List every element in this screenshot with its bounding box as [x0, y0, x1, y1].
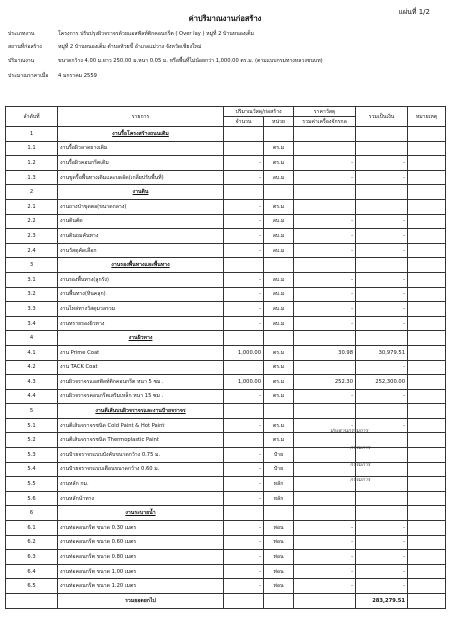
table-row	[6, 550, 446, 565]
section-row	[6, 506, 446, 521]
row-number: 5	[6, 404, 58, 419]
row-quantity: -	[224, 170, 264, 185]
row-total	[356, 404, 408, 419]
row-number: 6.2	[6, 535, 58, 550]
row-unit: ป้าย	[264, 448, 294, 463]
row-unit	[264, 404, 294, 419]
row-item: งาน TACK Coat	[58, 360, 224, 375]
row-price	[294, 258, 356, 273]
row-remark	[408, 170, 446, 185]
row-number: 2	[6, 185, 58, 200]
row-remark	[408, 462, 446, 477]
row-quantity	[224, 404, 264, 419]
table-row	[6, 564, 446, 579]
row-quantity: -	[224, 214, 264, 229]
header-quantity: จำนวน	[224, 117, 264, 127]
row-price	[294, 331, 356, 346]
header-price: รวมค่าเครื่องจักรกล	[294, 117, 356, 127]
row-price: -	[294, 535, 356, 550]
row-number: 6.3	[6, 550, 58, 565]
section-row	[6, 258, 446, 273]
table-row	[6, 389, 446, 404]
info-label: ปริมาณงาน	[8, 58, 35, 64]
row-item: งานดินถมคันทาง	[58, 229, 224, 244]
table-row	[6, 375, 446, 390]
row-number: 2.2	[6, 214, 58, 229]
row-unit: ตร.ม	[264, 141, 294, 156]
row-quantity	[224, 331, 264, 346]
row-unit: ลบ.ม	[264, 272, 294, 287]
row-total: -	[356, 214, 408, 229]
row-quantity: -	[224, 229, 264, 244]
row-number: 5.6	[6, 491, 58, 506]
table-row	[6, 156, 446, 171]
row-unit: ตร.ม	[264, 389, 294, 404]
row-remark	[408, 127, 446, 142]
row-quantity	[224, 127, 264, 142]
header-remark: หมายเหตุ	[408, 107, 446, 127]
row-quantity: -	[224, 243, 264, 258]
row-remark	[408, 316, 446, 331]
table-row	[6, 287, 446, 302]
table-row	[6, 141, 446, 156]
table-row	[6, 535, 446, 550]
section-row	[6, 185, 446, 200]
row-remark	[408, 535, 446, 550]
row-remark	[408, 360, 446, 375]
row-item: งานถางป่าขุดตอ(ขนาดกลาง)	[58, 199, 224, 214]
row-total: -	[356, 229, 408, 244]
row-number: 4.3	[6, 375, 58, 390]
row-unit: ท่อน	[264, 579, 294, 594]
row-quantity	[224, 185, 264, 200]
row-price: 252.30	[294, 375, 356, 390]
row-quantity	[224, 506, 264, 521]
info-line	[8, 30, 254, 38]
row-total: -	[356, 287, 408, 302]
info-label: สถานที่ก่อสร้าง	[8, 44, 42, 50]
row-unit: ลบ.ม	[264, 302, 294, 317]
row-remark	[408, 389, 446, 404]
row-remark	[408, 550, 446, 565]
table-row	[6, 521, 446, 536]
row-remark	[408, 579, 446, 594]
header-unit: หน่วย	[264, 117, 294, 127]
row-item: งานผิวจราจรแอสฟัลท์ติกคอนกรีต หนา 5 ซม .	[58, 375, 224, 390]
row-total: -	[356, 564, 408, 579]
row-unit: ลบ.ม	[264, 287, 294, 302]
row-total: -	[356, 170, 408, 185]
row-price	[294, 433, 356, 448]
table-row	[6, 199, 446, 214]
row-quantity	[224, 433, 264, 448]
row-unit	[264, 506, 294, 521]
row-number: 3.1	[6, 272, 58, 287]
row-price: -	[294, 521, 356, 536]
row-price: 30.98	[294, 345, 356, 360]
row-quantity: -	[224, 272, 264, 287]
row-unit: ตร.ม	[264, 360, 294, 375]
row-remark	[408, 214, 446, 229]
row-number: 3	[6, 258, 58, 273]
row-unit: ลบ.ม	[264, 316, 294, 331]
table-row	[6, 579, 446, 594]
info-label: ประเภทงาน	[8, 31, 35, 37]
document-title: ค่าปริมาณงานก่อสร้าง	[188, 14, 262, 23]
row-number: 6.4	[6, 564, 58, 579]
row-price: -	[294, 287, 356, 302]
row-item: งานรื้อผิวคอนกรีตเดิม	[58, 156, 224, 171]
row-price	[294, 404, 356, 419]
row-price	[294, 462, 356, 477]
info-line	[8, 72, 97, 80]
row-item: งานหลักนำทาง	[58, 491, 224, 506]
row-remark	[408, 199, 446, 214]
row-price	[294, 506, 356, 521]
row-quantity: -	[224, 477, 264, 492]
row-item: งานดินตัด	[58, 214, 224, 229]
table-row	[6, 433, 446, 448]
row-price: -	[294, 156, 356, 171]
signature-chairman: ประธานกรรมการ	[330, 428, 369, 434]
info-label: ประมาณราคาเมื่อ	[8, 73, 49, 79]
row-price: -	[294, 229, 356, 244]
row-item: งาน Prime Coat	[58, 345, 224, 360]
row-item: งานผิวทาง	[58, 331, 224, 346]
row-remark	[408, 418, 446, 433]
row-total: -	[356, 156, 408, 171]
row-item: งานดิน	[58, 185, 224, 200]
row-number: 4.2	[6, 360, 58, 375]
row-total	[356, 491, 408, 506]
section-row	[6, 127, 446, 142]
row-unit: ตร.ม	[264, 418, 294, 433]
row-unit: ตร.ม	[264, 199, 294, 214]
row-item: งานหลัก กม.	[58, 477, 224, 492]
header-quantity-group: ปริมาณวัสดุ/ก่อสร้าง	[224, 107, 294, 117]
total-value: 283,279.51	[356, 594, 408, 609]
row-remark	[408, 433, 446, 448]
row-unit: ตร.ม	[264, 433, 294, 448]
row-total: 30,979.51	[356, 345, 408, 360]
table-row	[6, 170, 446, 185]
row-item: งานวัสดุคัดเลือก	[58, 243, 224, 258]
row-number: 4.4	[6, 389, 58, 404]
row-quantity: -	[224, 491, 264, 506]
row-unit: ลบ.ม	[264, 170, 294, 185]
row-unit: ตร.ม	[264, 156, 294, 171]
row-quantity: -	[224, 579, 264, 594]
row-unit: ลบ.ม	[264, 214, 294, 229]
info-value: 4 มกราคม 2559	[58, 73, 97, 79]
row-number: 5.1	[6, 418, 58, 433]
row-price: -	[294, 302, 356, 317]
row-remark	[408, 564, 446, 579]
signature-member-3: กรรมการ	[350, 477, 371, 483]
row-remark	[408, 185, 446, 200]
row-remark	[408, 141, 446, 156]
row-price	[294, 185, 356, 200]
row-quantity: -	[224, 389, 264, 404]
row-unit	[264, 331, 294, 346]
row-total	[356, 331, 408, 346]
row-quantity: -	[224, 156, 264, 171]
row-total: -	[356, 316, 408, 331]
row-price: -	[294, 418, 356, 433]
row-item: งานไหล่ทางวัสดุมวลรวม	[58, 302, 224, 317]
row-item: งานตีเส้นบนผิวจราจรและงานป้ายจราจร	[58, 404, 224, 419]
row-quantity	[224, 258, 264, 273]
row-price: -	[294, 579, 356, 594]
row-number: 1.3	[6, 170, 58, 185]
info-value: ขนาดกว้าง 4.00 ม.ยาว 250.00 ม.หนา 0.05 ม. หรือพื้นที่ไม่น้อยกว่า 1,000.00 ตร.ม. (ตามแบบกรมทางหลวงชนบท)	[58, 58, 323, 64]
row-price	[294, 448, 356, 463]
row-number: 4.1	[6, 345, 58, 360]
row-number: 2.1	[6, 199, 58, 214]
row-unit: ท่อน	[264, 550, 294, 565]
row-item: งานรื้อโครงสร้างถนนเดิม	[58, 127, 224, 142]
row-item: งานรองพื้นทางและพื้นทาง	[58, 258, 224, 273]
row-remark	[408, 331, 446, 346]
row-quantity: -	[224, 564, 264, 579]
row-number: 5.3	[6, 448, 58, 463]
row-number: 1.2	[6, 156, 58, 171]
table-row	[6, 229, 446, 244]
row-item: งานขูดรื้อพื้นทางเดิมและบดอัด(เกลี่ยปรับพื้นที่)	[58, 170, 224, 185]
row-total	[356, 127, 408, 142]
row-quantity: -	[224, 302, 264, 317]
info-line	[8, 57, 323, 65]
row-price	[294, 360, 356, 375]
row-remark	[408, 243, 446, 258]
table-row	[6, 462, 446, 477]
row-price: -	[294, 316, 356, 331]
row-unit: ท่อน	[264, 564, 294, 579]
table-row	[6, 418, 446, 433]
info-line	[8, 43, 201, 51]
row-number: 6	[6, 506, 58, 521]
row-quantity: -	[224, 287, 264, 302]
table-row	[6, 477, 446, 492]
row-item: งานท่อคอนกรีต ขนาด 0.60 เมตร	[58, 535, 224, 550]
row-total: -	[356, 418, 408, 433]
row-quantity: -	[224, 462, 264, 477]
row-remark	[408, 375, 446, 390]
row-price: -	[294, 389, 356, 404]
row-unit: ลบ.ม	[264, 243, 294, 258]
row-total	[356, 141, 408, 156]
row-total	[356, 199, 408, 214]
row-remark	[408, 156, 446, 171]
row-number: 5.4	[6, 462, 58, 477]
row-number: 3.2	[6, 287, 58, 302]
row-quantity	[224, 360, 264, 375]
row-price: -	[294, 214, 356, 229]
row-item: งานพื้นทาง(หินคลุก)	[58, 287, 224, 302]
row-price	[294, 141, 356, 156]
row-item: งานท่อคอนกรีต ขนาด 0.30 เมตร	[58, 521, 224, 536]
row-item: งานทรายรองผิวทาง	[58, 316, 224, 331]
table-row	[6, 214, 446, 229]
row-total: -	[356, 243, 408, 258]
row-number: 5.5	[6, 477, 58, 492]
total-row	[6, 594, 446, 609]
row-price: -	[294, 564, 356, 579]
row-quantity: 1,000.00	[224, 375, 264, 390]
row-total	[356, 506, 408, 521]
row-price	[294, 199, 356, 214]
row-total: -	[356, 579, 408, 594]
row-number: 3.3	[6, 302, 58, 317]
row-unit: ท่อน	[264, 535, 294, 550]
row-remark	[408, 302, 446, 317]
header-no: ลำดับที่	[6, 107, 58, 127]
row-price: -	[294, 550, 356, 565]
row-number: 2.3	[6, 229, 58, 244]
row-total: -	[356, 389, 408, 404]
table-row	[6, 345, 446, 360]
row-total: -	[356, 550, 408, 565]
table-row	[6, 316, 446, 331]
row-number: 6.5	[6, 579, 58, 594]
row-remark	[408, 404, 446, 419]
row-price: -	[294, 243, 356, 258]
row-remark	[408, 506, 446, 521]
header-item: รายการ	[58, 107, 224, 127]
total-label: รวมยอดยกไป	[58, 594, 224, 609]
row-number: 5.2	[6, 433, 58, 448]
row-total	[356, 258, 408, 273]
row-item: งานรองพื้นทาง(ลูกรัง)	[58, 272, 224, 287]
signature-member-1: กรรมการ	[350, 445, 371, 451]
row-total: -	[356, 521, 408, 536]
row-remark	[408, 448, 446, 463]
row-unit: ลบ.ม	[264, 229, 294, 244]
row-remark	[408, 345, 446, 360]
row-total: -	[356, 302, 408, 317]
row-quantity: 1,000.00	[224, 345, 264, 360]
row-quantity	[224, 141, 264, 156]
section-row	[6, 404, 446, 419]
table-row	[6, 243, 446, 258]
row-remark	[408, 521, 446, 536]
section-row	[6, 331, 446, 346]
row-number: 1.1	[6, 141, 58, 156]
row-item: งานท่อคอนกรีต ขนาด 1.20 เมตร	[58, 579, 224, 594]
row-total: 252,300.00	[356, 375, 408, 390]
row-quantity: -	[224, 316, 264, 331]
table-row	[6, 302, 446, 317]
page-number: แผ่นที่ 1/2	[398, 8, 430, 16]
row-quantity: -	[224, 521, 264, 536]
row-price: -	[294, 272, 356, 287]
table-row	[6, 491, 446, 506]
table-row	[6, 272, 446, 287]
row-price	[294, 491, 356, 506]
table-row	[6, 360, 446, 375]
row-remark	[408, 491, 446, 506]
row-item: งานระบายน้ำ	[58, 506, 224, 521]
row-unit: ท่อน	[264, 521, 294, 536]
table-row	[6, 448, 446, 463]
row-item: งานรื้อผิวลาดยางเดิม	[58, 141, 224, 156]
row-unit: ตร.ม	[264, 345, 294, 360]
row-number: 4	[6, 331, 58, 346]
row-unit: หลัก	[264, 491, 294, 506]
row-item: งานตีเส้นจราจรชนิด Thermoplastic Paint	[58, 433, 224, 448]
row-unit: หลัก	[264, 477, 294, 492]
row-item: งานตีเส้นจราจรชนิด Cold Paint & Hot Paint	[58, 418, 224, 433]
bill-of-quantities-table	[5, 106, 446, 609]
row-total: -	[356, 360, 408, 375]
row-remark	[408, 258, 446, 273]
row-number: 6.1	[6, 521, 58, 536]
info-value: โครงการ ปรับปรุงผิวจราจรด้วยแอสฟัลท์ติกคอนกรีต ( Over lay ) หมู่ที่ 2 บ้านหนองเต็ม	[58, 31, 254, 37]
row-price: -	[294, 170, 356, 185]
row-number: 1	[6, 127, 58, 142]
row-remark	[408, 272, 446, 287]
row-item: งานป้ายจราจรแบบบังคับขนาดกว้าง 0.75 ม.	[58, 448, 224, 463]
row-unit	[264, 127, 294, 142]
row-total: -	[356, 272, 408, 287]
row-price	[294, 477, 356, 492]
row-quantity: -	[224, 448, 264, 463]
row-unit	[264, 185, 294, 200]
row-item: งานท่อคอนกรีต ขนาด 1.00 เมตร	[58, 564, 224, 579]
row-remark	[408, 229, 446, 244]
row-total	[356, 185, 408, 200]
row-remark	[408, 477, 446, 492]
row-item: งานป้ายจราจรแบบเตือนขนาดกว้าง 0.60 ม.	[58, 462, 224, 477]
row-number: 3.4	[6, 316, 58, 331]
row-item: งานผิวจราจรคอนกรีตเสริมเหล็ก หนา 15 ซม .	[58, 389, 224, 404]
header-total: รวมเป็นเงิน	[356, 107, 408, 127]
row-number: 2.4	[6, 243, 58, 258]
header-price-group: ราคาวัสดุ	[294, 107, 356, 117]
row-remark	[408, 287, 446, 302]
row-quantity: -	[224, 199, 264, 214]
row-quantity: -	[224, 535, 264, 550]
row-unit: ป้าย	[264, 462, 294, 477]
info-value: หมู่ที่ 2 บ้านหนองเต็ม ตำบลห้วยขี้ อำเภอแม่วาง จังหวัดเชียงใหม่	[58, 44, 202, 50]
row-unit: ตร.ม	[264, 375, 294, 390]
row-price	[294, 127, 356, 142]
row-quantity: -	[224, 550, 264, 565]
signature-member-2: กรรมการ	[350, 462, 371, 468]
row-quantity: -	[224, 418, 264, 433]
row-total: -	[356, 535, 408, 550]
row-unit	[264, 258, 294, 273]
row-item: งานท่อคอนกรีต ขนาด 0.80 เมตร	[58, 550, 224, 565]
